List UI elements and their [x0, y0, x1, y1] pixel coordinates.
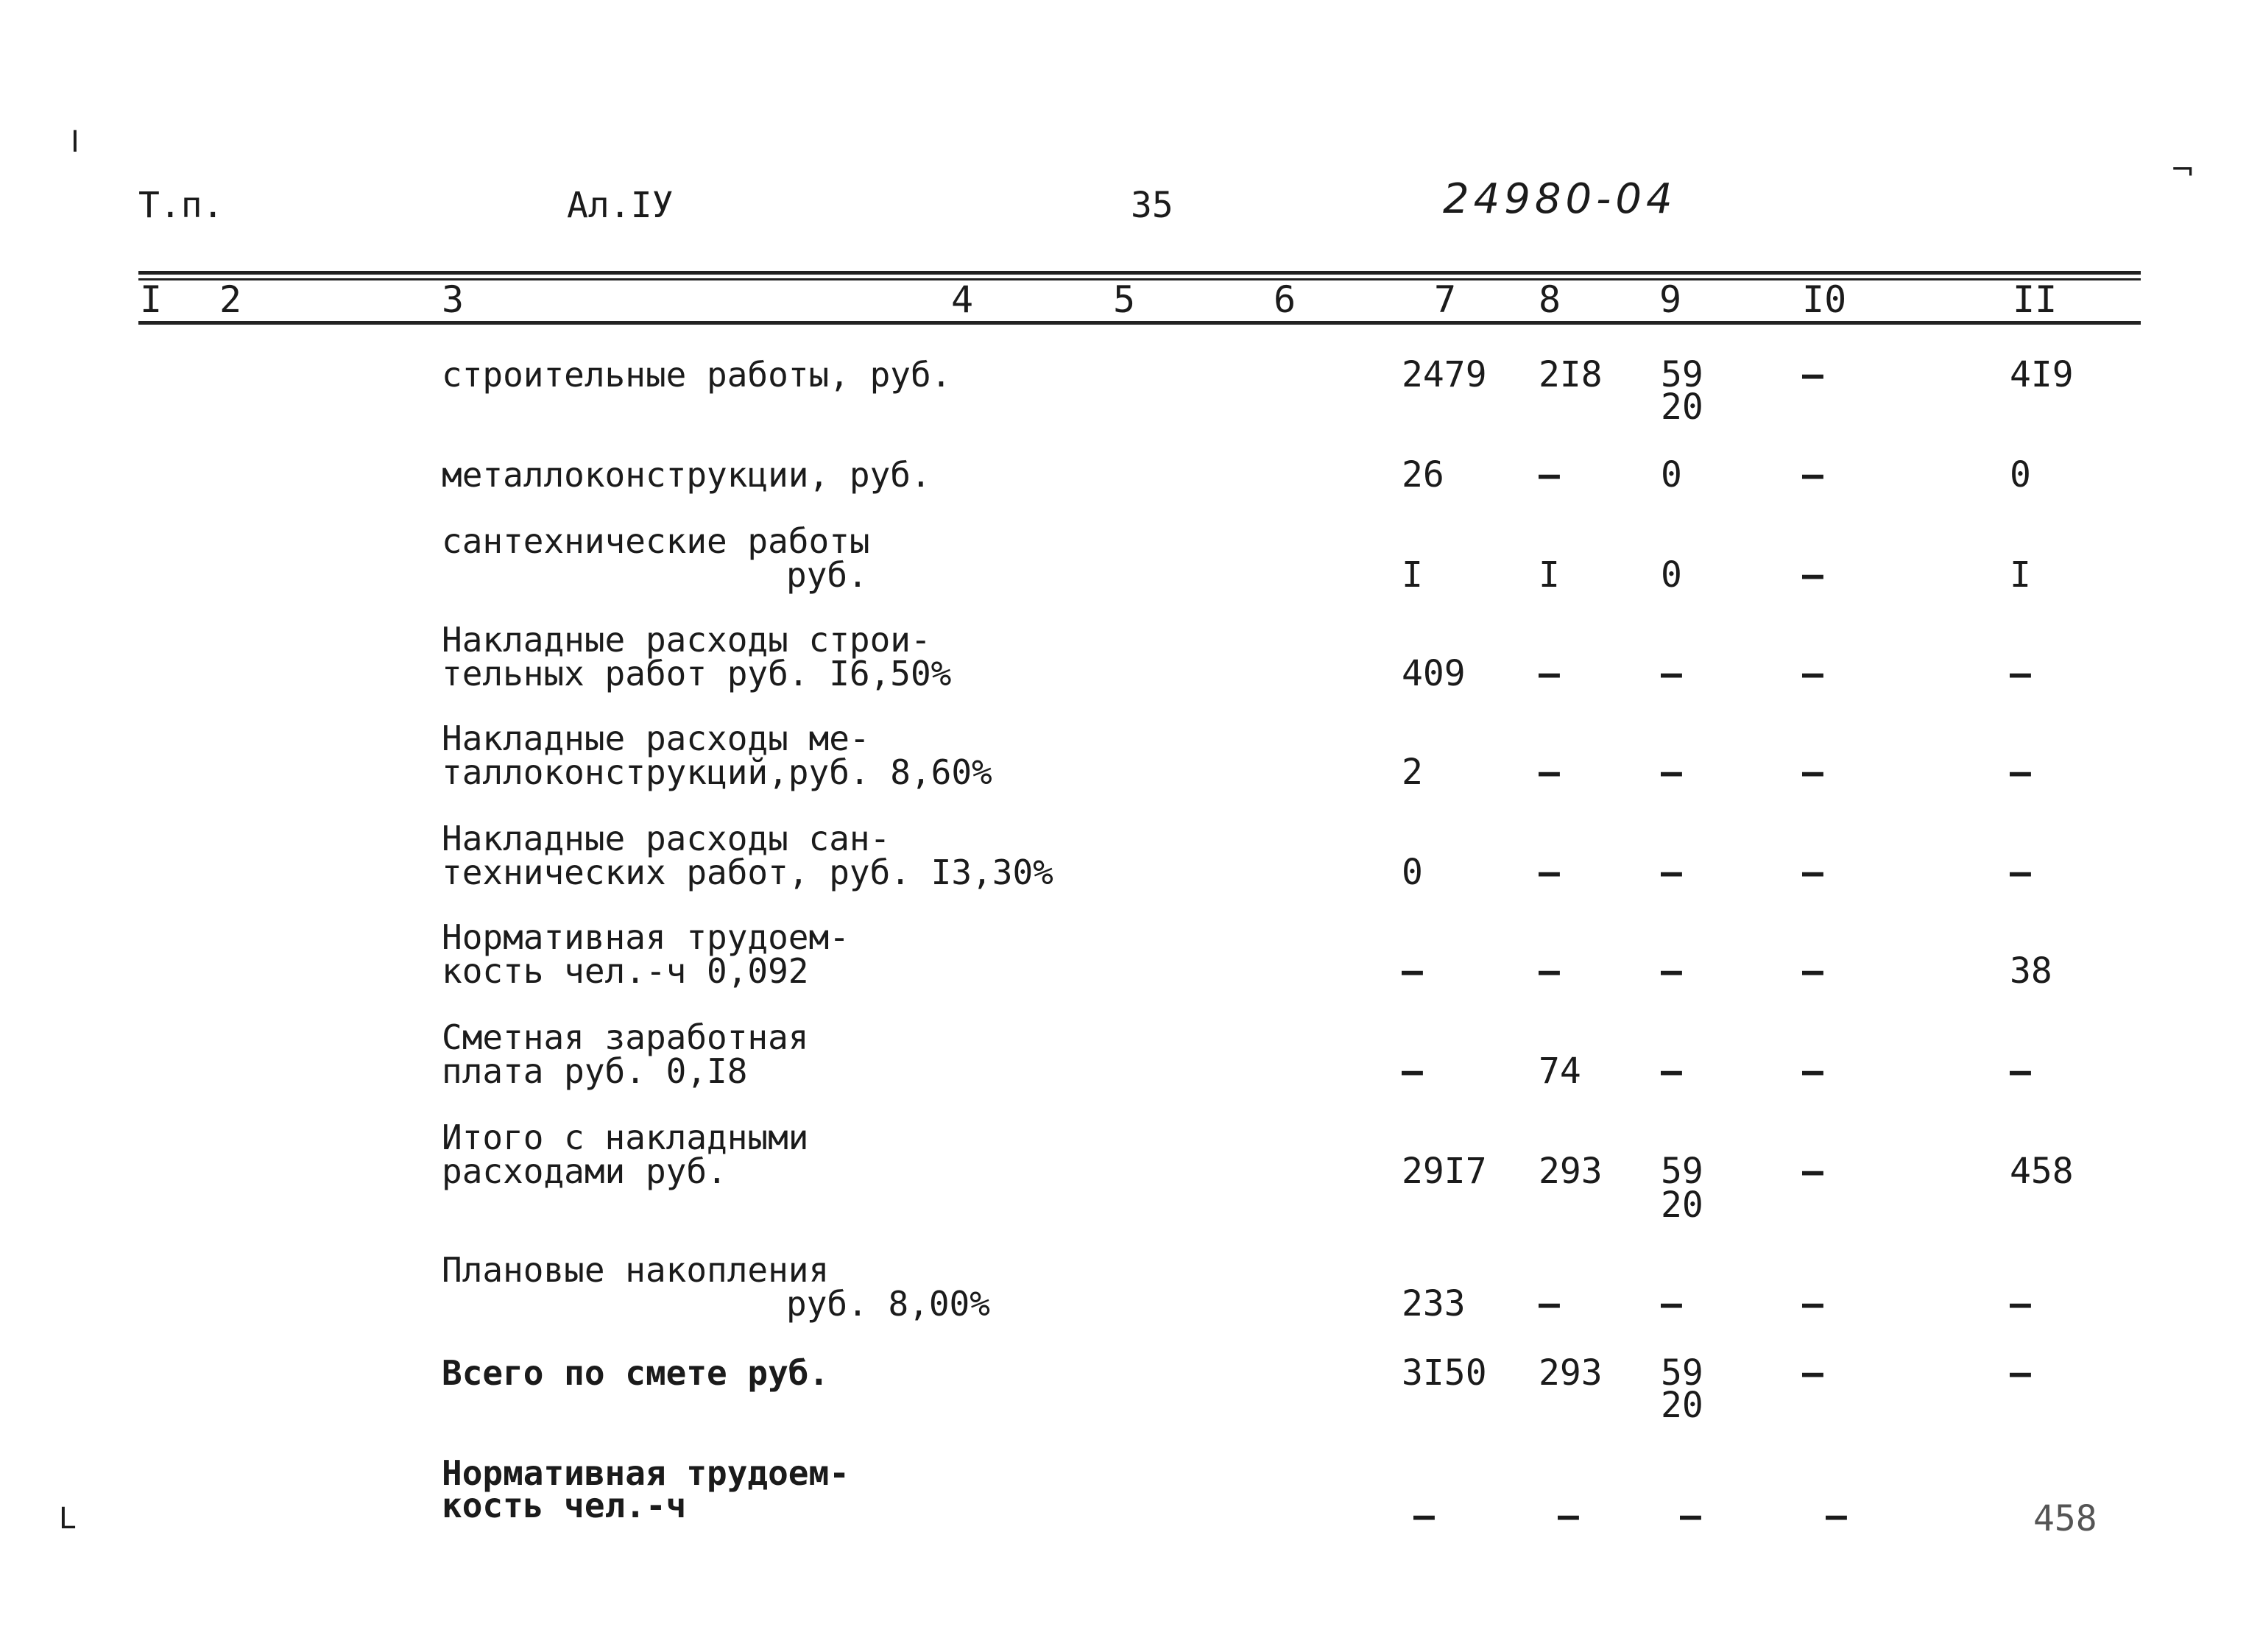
cell-col7: –	[1413, 1495, 1435, 1536]
row-label: Накладные расходы сан-	[442, 819, 891, 858]
cell-col10: –	[1802, 653, 1823, 694]
cell-col11: –	[2010, 752, 2031, 793]
cell-col9: –	[1661, 653, 1682, 694]
cell-col9: –	[1661, 1283, 1682, 1324]
cell-col9-sub: 20	[1661, 1385, 1703, 1426]
cell-col7: –	[1402, 950, 1423, 992]
cell-col8: –	[1539, 752, 1560, 793]
cell-col11: 458	[2010, 1151, 2074, 1192]
cell-col8: 74	[1539, 1051, 1581, 1092]
cell-col11: –	[2010, 1283, 2031, 1324]
cell-col7: I	[1402, 554, 1423, 596]
cell-col10: –	[1802, 1051, 1823, 1092]
row-label: Нормативная трудоем-	[442, 1453, 850, 1493]
row-label: Итого с накладными	[442, 1118, 809, 1157]
column-number-rule	[138, 321, 2141, 325]
column-number: 4	[951, 278, 974, 321]
cell-col8: –	[1539, 653, 1560, 694]
column-number: I	[140, 278, 163, 321]
row-label: строительные работы, руб.	[442, 355, 952, 395]
cell-col7: 2	[1402, 752, 1423, 793]
cell-col9: 59	[1661, 354, 1703, 395]
cell-col11: –	[2010, 852, 2031, 893]
column-number: 6	[1274, 278, 1296, 321]
column-number: 5	[1113, 278, 1136, 321]
cell-col7: 233	[1402, 1283, 1466, 1324]
column-number: 3	[442, 278, 465, 321]
cell-col10: –	[1802, 1151, 1823, 1192]
page-number: 35	[1131, 185, 1173, 226]
cell-col10: –	[1826, 1495, 1847, 1536]
cell-col10: –	[1802, 950, 1823, 992]
row-label-cont: расходами руб.	[442, 1151, 727, 1191]
row-label-cont: руб. 8,00%	[786, 1284, 990, 1324]
cell-col11: –	[2010, 1352, 2031, 1394]
cell-col9: 0	[1661, 554, 1682, 596]
row-label: Сметная заработная	[442, 1017, 809, 1057]
cell-col10: –	[1802, 1352, 1823, 1394]
cell-col10: –	[1802, 1283, 1823, 1324]
row-label: Плановые накопления	[442, 1250, 830, 1290]
cell-col11: –	[2010, 1051, 2031, 1092]
row-label-cont: технических работ, руб. I3,30%	[442, 853, 1053, 892]
cell-col9: 59	[1661, 1352, 1703, 1394]
cell-col10: –	[1802, 454, 1823, 495]
corner-mark-bottom-left: L	[59, 1502, 76, 1536]
cell-col10: –	[1802, 554, 1823, 596]
cell-col10: –	[1802, 752, 1823, 793]
cell-col9: 0	[1661, 454, 1682, 495]
cell-col7: 2479	[1402, 354, 1487, 395]
row-label-cont: плата руб. 0,I8	[442, 1051, 748, 1091]
cell-col8: 2I8	[1539, 354, 1603, 395]
cell-col9: –	[1661, 1051, 1682, 1092]
cell-col11: I	[2010, 554, 2031, 596]
row-label: Накладные расходы ме-	[442, 719, 870, 758]
cell-col8: I	[1539, 554, 1560, 596]
cell-col8: –	[1539, 950, 1560, 992]
cell-col8: 293	[1539, 1151, 1603, 1192]
cell-col8: –	[1539, 454, 1560, 495]
cell-col11: –	[2010, 653, 2031, 694]
cell-col7: 29I7	[1402, 1151, 1487, 1192]
row-label-cont: таллоконструкций,руб. 8,60%	[442, 752, 992, 792]
cell-col9: –	[1680, 1495, 1701, 1536]
row-label-cont: кость чел.-ч 0,092	[442, 951, 809, 991]
cell-col7: 0	[1402, 852, 1423, 893]
cell-col8: –	[1539, 1283, 1560, 1324]
cell-col9: –	[1661, 752, 1682, 793]
table-top-rule	[138, 271, 2141, 275]
row-label-unit: руб.	[786, 555, 868, 595]
column-number: II	[2013, 278, 2058, 321]
cell-col11: 0	[2010, 454, 2031, 495]
cell-col11: 38	[2010, 950, 2052, 992]
cell-col7: 26	[1402, 454, 1444, 495]
cell-col8: –	[1558, 1495, 1579, 1536]
doc-type: Т.п.	[138, 185, 224, 226]
column-number: 7	[1434, 278, 1457, 321]
cell-col11: 4I9	[2010, 354, 2074, 395]
column-number: 8	[1539, 278, 1561, 321]
row-label: сантехнические работы	[442, 521, 870, 561]
column-number: I0	[1802, 278, 1847, 321]
cell-col9: –	[1661, 852, 1682, 893]
cell-col7: 3I50	[1402, 1352, 1487, 1394]
row-label: Накладные расходы строи-	[442, 620, 931, 660]
cell-col7: 409	[1402, 653, 1466, 694]
row-label: Всего по смете руб.	[442, 1353, 830, 1393]
cell-col9-sub: 20	[1661, 1185, 1703, 1226]
cell-col10: –	[1802, 852, 1823, 893]
cell-col8: –	[1539, 852, 1560, 893]
corner-mark-top-left: I	[71, 125, 80, 159]
cell-col8: 293	[1539, 1352, 1603, 1394]
cell-col7: –	[1402, 1051, 1423, 1092]
column-number: 2	[219, 278, 242, 321]
row-label-cont: тельных работ руб. I6,50%	[442, 654, 952, 693]
row-label: Нормативная трудоем-	[442, 917, 850, 957]
cell-col9: 59	[1661, 1151, 1703, 1192]
corner-mark-top-right: ¬	[2170, 153, 2195, 187]
cell-col10: –	[1802, 354, 1823, 395]
sheet-label: Ал.IУ	[567, 185, 674, 226]
row-label: металлоконструкции, руб.	[442, 455, 931, 495]
cell-col11: 458	[2033, 1498, 2097, 1539]
cell-col9: –	[1661, 950, 1682, 992]
document-number: 24980-04	[1443, 175, 1677, 223]
cell-col9-sub: 20	[1661, 386, 1703, 428]
row-label-cont: кость чел.-ч	[442, 1486, 687, 1525]
column-number: 9	[1659, 278, 1682, 321]
